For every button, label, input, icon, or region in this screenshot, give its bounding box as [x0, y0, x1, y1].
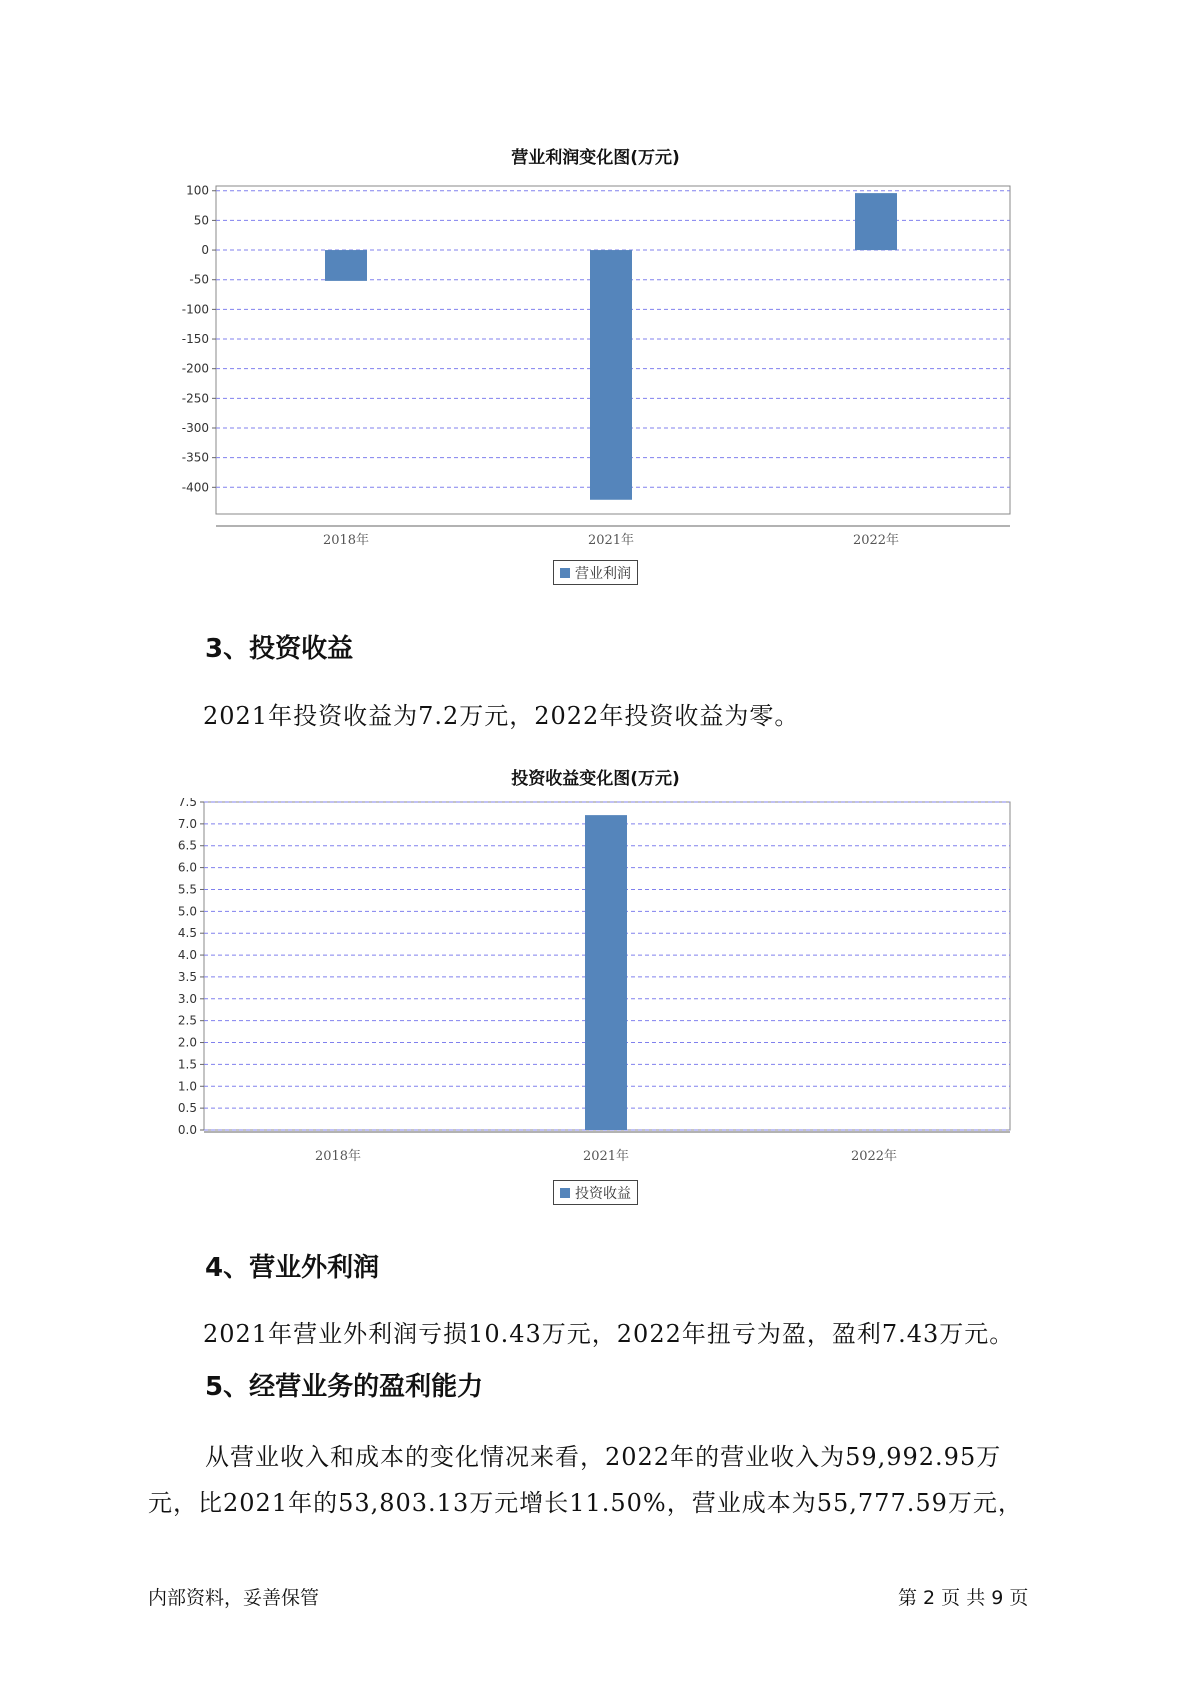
y-tick-label: 100 [186, 183, 209, 198]
y-tick-label: 6.0 [177, 860, 197, 875]
y-tick-label: 5.5 [177, 882, 197, 897]
y-tick-label: -100 [181, 302, 209, 317]
x-tick-label: 2018年 [314, 1149, 362, 1164]
section4-text: 2021年营业外利润亏损10.43万元，2022年扭亏为盈，盈利7.43万元。 [203, 1320, 1015, 1348]
chart2-legend [553, 1180, 638, 1205]
x-tick-label: 2022年 [852, 533, 900, 548]
y-tick-label: -250 [181, 391, 209, 406]
bar-2018年 [325, 250, 367, 281]
y-tick-label: 50 [193, 213, 209, 228]
section4-heading: 4、营业外利润 [205, 1253, 380, 1283]
y-tick-label: 1.5 [177, 1057, 197, 1072]
bar-2021年 [590, 250, 632, 500]
section5-heading: 5、经营业务的盈利能力 [205, 1372, 484, 1402]
y-tick-label: 7.5 [177, 798, 197, 809]
x-tick-label: 2018年 [322, 533, 370, 548]
chart2-legend-label: 投资收益 [575, 1185, 631, 1202]
y-tick-label: 0.5 [177, 1101, 197, 1116]
x-tick-label: 2021年 [582, 1149, 630, 1164]
section3-text: 2021年投资收益为7.2万元，2022年投资收益为零。 [203, 702, 800, 730]
y-tick-label: -200 [181, 361, 209, 376]
chart1-title: 营业利润变化图(万元) [511, 148, 680, 168]
x-tick-label: 2021年 [587, 533, 635, 548]
y-tick-label: 5.0 [177, 904, 197, 919]
y-tick-label: 2.0 [177, 1035, 197, 1050]
y-tick-label: -300 [181, 420, 209, 435]
chart2-title: 投资收益变化图(万元) [511, 769, 680, 789]
section5-text-line2: 元，比2021年的53,803.13万元增长11.50%，营业成本为55,777.59万元， [148, 1489, 1023, 1517]
y-tick-label: -400 [181, 480, 209, 495]
y-tick-label: 0.0 [177, 1123, 197, 1137]
section3-heading: 3、投资收益 [205, 634, 354, 664]
y-tick-label: 2.5 [177, 1013, 197, 1028]
x-tick-label: 2022年 [850, 1149, 898, 1164]
y-tick-label: -50 [189, 272, 209, 287]
operating-profit-chart [0, 180, 1191, 600]
y-tick-label: 1.0 [177, 1079, 197, 1094]
bar-2021年 [585, 815, 627, 1130]
chart1-legend-label: 营业利润 [575, 565, 631, 582]
investment-income-chart [0, 798, 1191, 1178]
y-tick-label: 3.0 [177, 991, 197, 1006]
y-tick-label: 0 [201, 243, 209, 258]
y-tick-label: -150 [181, 332, 209, 347]
y-tick-label: 6.5 [177, 838, 197, 853]
chart1-legend [553, 560, 638, 585]
legend-swatch [560, 568, 570, 578]
footer-confidential: 内部资料，妥善保管 [148, 1587, 320, 1609]
y-tick-label: 7.0 [177, 816, 197, 831]
y-tick-label: 3.5 [177, 969, 197, 984]
y-tick-label: 4.5 [177, 926, 197, 941]
bar-2022年 [855, 193, 897, 250]
y-tick-label: 4.0 [177, 948, 197, 963]
legend-swatch [560, 1188, 570, 1198]
footer-page-number: 第 2 页 共 9 页 [898, 1587, 1029, 1609]
y-tick-label: -350 [181, 450, 209, 465]
section5-text-line1: 从营业收入和成本的变化情况来看，2022年的营业收入为59,992.95万 [205, 1443, 1002, 1471]
